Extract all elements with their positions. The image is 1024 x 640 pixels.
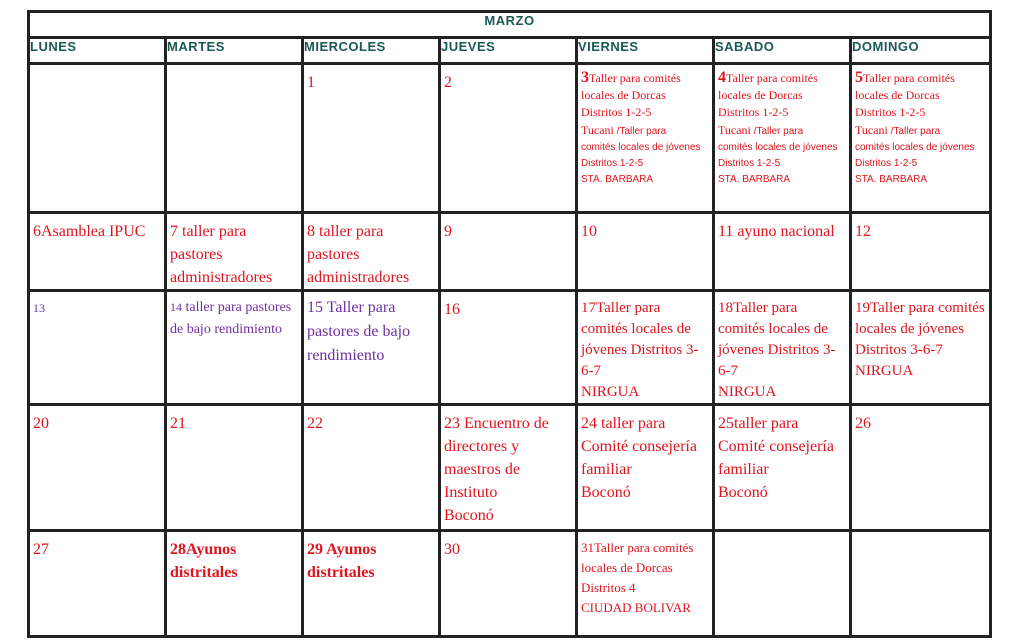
event-place: STA. BARBARA xyxy=(581,174,654,185)
day-cell-21 xyxy=(166,405,303,531)
calendar-table xyxy=(27,10,992,638)
event-place: STA. BARBARA xyxy=(855,174,928,185)
week-row xyxy=(29,405,991,531)
day-text: 6Asamblea IPUC xyxy=(33,223,146,240)
event-text: locales de Dorcas xyxy=(718,88,803,102)
day-cell-22 xyxy=(303,405,440,531)
week-row xyxy=(29,64,991,213)
event-text: locales de Dorcas xyxy=(581,88,666,102)
event-place: Boconó xyxy=(718,484,768,501)
day-text: 22 xyxy=(307,415,323,432)
event-text: locales de Dorcas xyxy=(855,88,940,102)
event-place: NIRGUA xyxy=(855,363,914,379)
day-cell-24 xyxy=(577,405,714,531)
day-text: 21 xyxy=(170,415,186,432)
event-place: CIUDAD BOLIVAR xyxy=(581,600,691,615)
day-text: 29 Ayunos distritales xyxy=(307,541,377,581)
day-cell-8 xyxy=(303,213,440,291)
month-title: MARZO xyxy=(29,12,991,38)
day-cell-15 xyxy=(303,291,440,405)
weekday-header-row xyxy=(29,38,991,64)
day-cell-26 xyxy=(851,405,991,531)
day-cell-31 xyxy=(577,531,714,637)
weekday-lunes: LUNES xyxy=(29,38,166,64)
day-text: 2 xyxy=(444,74,452,91)
event-text: Distritos 1-2-5 xyxy=(581,158,644,169)
day-text: 27 xyxy=(33,541,49,558)
day-cell-14 xyxy=(166,291,303,405)
day-text: 10 xyxy=(581,223,597,240)
day-cell-empty xyxy=(29,64,166,213)
event-text: 25taller para Comité consejería familiar xyxy=(718,415,834,478)
day-cell-13 xyxy=(29,291,166,405)
event-text: Distritos 1-2-5 xyxy=(855,105,926,119)
event-text: taller para xyxy=(182,300,242,315)
day-number: 14 xyxy=(170,300,182,314)
day-cell-3 xyxy=(577,64,714,213)
day-cell-12 xyxy=(851,213,991,291)
weekday-domingo: DOMINGO xyxy=(851,38,991,64)
day-text: 7 taller para pastores administradores xyxy=(170,223,273,286)
day-cell-20 xyxy=(29,405,166,531)
event-place: STA. BARBARA xyxy=(718,174,791,185)
event-text: Taller para comités xyxy=(589,71,681,85)
day-cell-28 xyxy=(166,531,303,637)
weekday-sabado: SABADO xyxy=(714,38,851,64)
event-text: 23 Encuentro de directores y maestros de Instituto xyxy=(444,415,549,501)
day-text: 16 xyxy=(444,301,460,318)
day-text: 8 taller para pastores administradores xyxy=(307,223,410,286)
event-text: 17Taller para comités locales de jóvenes Distritos 3-6-7 xyxy=(581,300,699,379)
weekday-martes: MARTES xyxy=(166,38,303,64)
event-place: NIRGUA xyxy=(718,384,777,400)
day-number: 5 xyxy=(855,69,863,86)
day-cell-27 xyxy=(29,531,166,637)
event-text: Taller para comités xyxy=(863,71,955,85)
day-cell-23 xyxy=(440,405,577,531)
day-cell-16 xyxy=(440,291,577,405)
event-text: comités locales de jóvenes xyxy=(581,142,701,153)
event-place: NIRGUA xyxy=(581,384,640,400)
day-text: 1 xyxy=(307,74,315,91)
event-place: Tucani xyxy=(855,123,888,137)
day-text: 9 xyxy=(444,223,452,240)
event-text: 31Taller para comités xyxy=(581,540,694,555)
week-row xyxy=(29,213,991,291)
weekday-viernes: VIERNES xyxy=(577,38,714,64)
day-cell-6 xyxy=(29,213,166,291)
day-text: 30 xyxy=(444,541,460,558)
day-cell-11 xyxy=(714,213,851,291)
event-text: Taller para comités xyxy=(726,71,818,85)
day-cell-29 xyxy=(303,531,440,637)
day-cell-empty xyxy=(714,531,851,637)
event-text: pastores de bajo rendimiento xyxy=(170,300,292,337)
day-cell-5 xyxy=(851,64,991,213)
day-text: 28Ayunos distritales xyxy=(170,541,238,581)
day-cell-empty xyxy=(166,64,303,213)
day-cell-2 xyxy=(440,64,577,213)
weekday-jueves: JUEVES xyxy=(440,38,577,64)
event-text: /Taller para xyxy=(613,126,667,137)
event-text: comités locales de jóvenes xyxy=(855,142,975,153)
week-row xyxy=(29,531,991,637)
event-place: Boconó xyxy=(581,484,631,501)
event-text: 18Taller para comités locales de jóvenes Distritos 3-6-7 xyxy=(718,300,836,379)
event-text: /Taller para xyxy=(750,126,804,137)
event-place: Boconó xyxy=(444,507,494,524)
event-text: 19Taller para comités locales de jóvenes Distritos 3-6-7 xyxy=(855,300,985,358)
day-cell-7 xyxy=(166,213,303,291)
day-cell-25 xyxy=(714,405,851,531)
day-cell-30 xyxy=(440,531,577,637)
event-text: Distritos 4 xyxy=(581,580,636,595)
event-text: 24 taller para Comité consejería familiar xyxy=(581,415,697,478)
day-cell-empty xyxy=(851,531,991,637)
event-text: Distritos 1-2-5 xyxy=(581,105,652,119)
event-place: Tucani xyxy=(718,123,751,137)
day-text: 12 xyxy=(855,223,871,240)
event-text: locales de Dorcas xyxy=(581,560,673,575)
day-text: 26 xyxy=(855,415,871,432)
event-place: Tucani xyxy=(581,123,614,137)
day-cell-9 xyxy=(440,213,577,291)
day-text: 20 xyxy=(33,415,49,432)
day-text: 11 ayuno nacional xyxy=(718,223,835,240)
day-number: 3 xyxy=(581,69,589,86)
event-text: Distritos 1-2-5 xyxy=(855,158,918,169)
day-number: 4 xyxy=(718,69,726,86)
event-text: Distritos 1-2-5 xyxy=(718,105,789,119)
day-cell-19 xyxy=(851,291,991,405)
day-cell-10 xyxy=(577,213,714,291)
event-text: comités locales de jóvenes xyxy=(718,142,838,153)
day-cell-1 xyxy=(303,64,440,213)
weekday-miercoles: MIERCOLES xyxy=(303,38,440,64)
event-text: Distritos 1-2-5 xyxy=(718,158,781,169)
week-row xyxy=(29,291,991,405)
day-cell-17 xyxy=(577,291,714,405)
day-text: 13 xyxy=(33,301,45,315)
day-text: 15 Taller para pastores de bajo rendimiento xyxy=(307,299,411,364)
day-cell-4 xyxy=(714,64,851,213)
event-text: /Taller para xyxy=(887,126,941,137)
day-cell-18 xyxy=(714,291,851,405)
